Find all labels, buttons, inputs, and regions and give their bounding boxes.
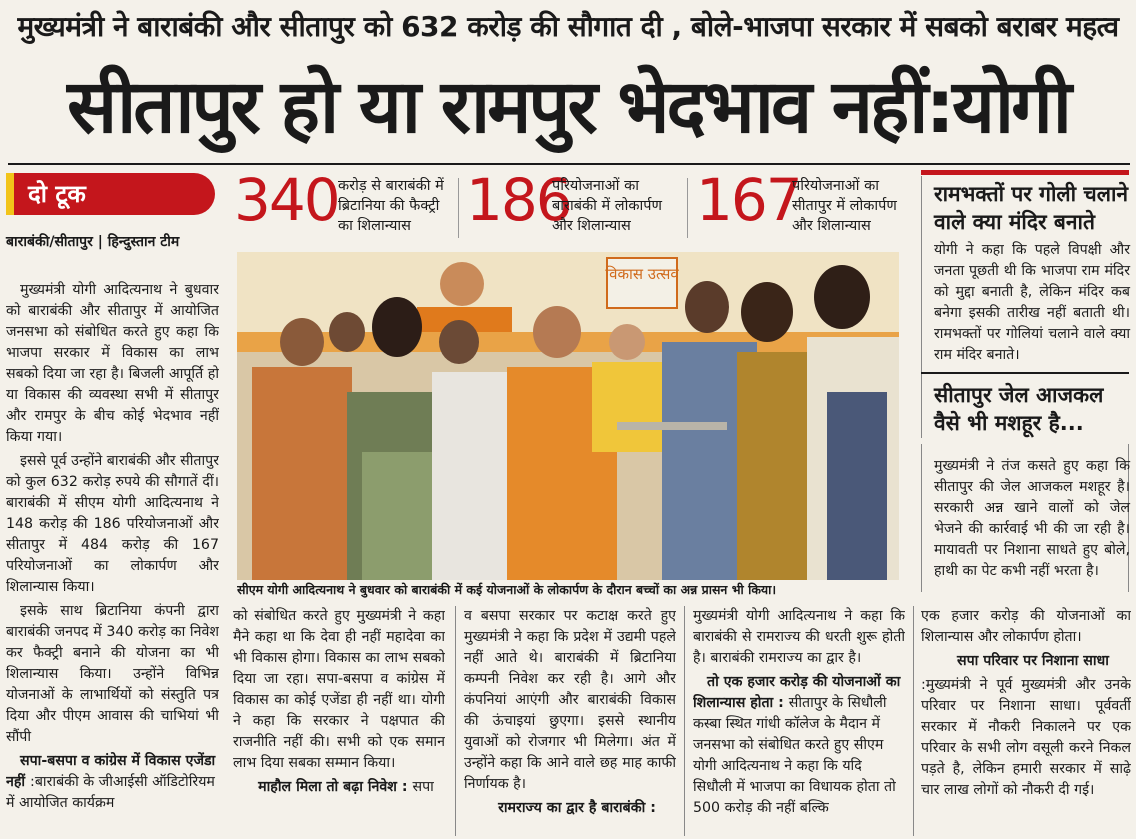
stat-text: परियोजनाओं का बाराबंकी में लोकार्पण और शिलान्यास: [552, 178, 662, 234]
body-text: सपा: [412, 779, 434, 795]
body-paragraph: मुख्यमंत्री योगी आदित्यनाथ ने कहा कि बाराबंकी से रामराज्य की धरती शुरू होती है। बाराबंकी रामराज्य का द्वार है।: [693, 608, 905, 666]
stat-divider: [687, 178, 688, 238]
stat-divider: [458, 178, 459, 238]
subheading: [693, 672, 905, 819]
photo-caption: सीएम योगी आदित्यनाथ ने बुधवार को बाराबंकी में कई योजनाओं के लोकार्पण के दौरान बच्चों का अन्न प्रासन भी किया।: [237, 582, 777, 597]
body-paragraph: व बसपा सरकार पर कटाक्ष करते हुए मुख्यमंत्री ने कहा कि प्रदेश में उद्यमी पहले नहीं आते थे। बाराबंकी में ब्रिटानिया कम्पनी निवेश कर रही है। आगे और कंपनियां आएंगी और बाराबंकी विकास की ऊंचाइयां छुएगा। इससे स्थानीय युवाओं को रोजगार भी मिलेगा। अंत में उन्होंने कहा कि आने वाले छह माह काफी निर्णायक है।: [464, 608, 676, 792]
sidebar-heading: रामभक्तों पर गोली चलाने वाले क्या मंदिर बनाते: [934, 182, 1129, 234]
middle-column-4: [921, 606, 1131, 836]
middle-column-3: [693, 606, 905, 836]
column-rule: [913, 606, 914, 836]
column-rule: [684, 606, 685, 836]
body-text: सीतापुर के सिधौली कस्बा स्थित गांधी कॉलेज के मैदान में जनसभा को संबोधित करते हुए सीएम योगी आदित्यनाथ ने कहा कि यदि सिधौली में भाजपा का विधायक होता तो 500 करोड़ की नहीं बल्कि: [693, 695, 896, 816]
sidebar-accent-bar: [921, 170, 1129, 175]
kicker-headline: मुख्यमंत्री ने बाराबंकी और सीतापुर को 632 करोड़ की सौगात दी , बोले-भाजपा सरकार में सबको बराबर महत्व: [17, 10, 1119, 43]
subheading-text: माहौल मिला तो बढ़ा निवेश :: [258, 779, 408, 795]
sidebar-paragraph: मुख्यमंत्री ने तंज कसते हुए कहा कि सीतापुर की जेल आजकल मशहूर है। सरकारी अन्न खाने वालों को जेल भेजने की कार्रवाई भी की जा रही है। मायावती पर निशाना साधते हुए बोले, हाथी का पेट कभी नहीं भरता है।: [934, 458, 1130, 579]
stat-block: [466, 166, 688, 242]
subheading-text: तो एक हजार करोड़ की योजनाओं का शिलान्यास होता :: [693, 674, 901, 711]
dateline: बाराबंकी/सीतापुर | हिन्दुस्तान टीम: [6, 234, 180, 250]
column-rule: [921, 176, 922, 438]
subheading: [233, 777, 445, 798]
body-paragraph: इसके साथ ब्रिटानिया कंपनी द्वारा बाराबंकी जनपद में 340 करोड़ का निवेश कर फैक्ट्री बनाने की योजना का भी शिलान्यास किया। उन्होंने विभिन्न योजनाओं के लाभार्थियों को संस्तुति पत्र दिया और पीएम आवास की चाभियां भी सौंपी: [6, 603, 219, 745]
middle-column-1: [233, 606, 445, 836]
subheading-text: सपा-बसपा व कांग्रेस में विकास एजेंडा नहीं: [6, 753, 216, 790]
body-paragraph: को संबोधित करते हुए मुख्यमंत्री ने कहा मैने कहा था कि देवा ही नहीं महादेवा का भी विकास होगा। विकास का लाभ सबको दिया जा रहा। सपा-बसपा व कांग्रेस में विकास का कोई एजेंडा ही नहीं था। योगी ने कहा कि सरकार ने पक्षपात की राजनीति नहीं की। सभी को एक समान लाभ दिया सबका सम्मान किया।: [233, 608, 445, 771]
sidebar-heading: सीतापुर जेल आजकल वैसे भी मशहूर है...: [934, 383, 1104, 435]
headline-divider: [8, 163, 1130, 165]
body-paragraph: :मुख्यमंत्री ने पूर्व मुख्यमंत्री और उनके परिवार पर निशाना साधा। पूर्ववर्ती सरकार में नौकरी निकालने पर एक परिवार के सभी लोग वसूली करने निकल पड़ते है, लेकिन हमारी सरकार में साढ़े चार लाख लोगों को नौकरी दी गई।: [921, 677, 1131, 798]
stat-block: [234, 166, 459, 242]
body-paragraph: इससे पूर्व उन्होंने बाराबंकी और सीतापुर को कुल 632 करोड़ रुपये की सौगातें दीं। बाराबंकी में सीएम योगी आदित्यनाथ ने 148 करोड़ की 186 परियोजनाओं और सीतापुर में 484 करोड़ की 167 परियोजनाओं का लोकार्पण और शिलान्यास किया।: [6, 453, 219, 595]
tag-accent-bar: [6, 173, 14, 215]
middle-column-2: [464, 606, 676, 836]
subheading: रामराज्य का द्वार है बाराबंकी :: [498, 800, 656, 816]
stat-block: [696, 166, 906, 242]
body-paragraph: एक हजार करोड़ की योजनाओं का शिलान्यास और लोकार्पण होता।: [921, 608, 1131, 645]
subheading: [6, 751, 219, 814]
sidebar-paragraph: योगी ने कहा कि पहले विपक्षी और जनता पूछती थी कि भाजपा राम मंदिर को मुद्दा बनाती है, लेकिन मंदिर कब बनेगा इसकी तारीख नहीं बताती थी। रामभक्तों पर गोलियां चलाने वाले क्या राम मंदिर बनाते।: [934, 242, 1130, 363]
stat-text: करोड़ से बाराबंकी में ब्रिटानिया की फैक्ट्री का शिलान्यास: [338, 178, 444, 234]
body-paragraph: मुख्यमंत्री योगी आदित्यनाथ ने बुधवार को बाराबंकी और सीतापुर में आयोजित जनसभा को संबोधित करते हुए कहा कि भाजपा सरकार में विकास का लाभ सबको दिया जा रहा है। बिजली आपूर्ति हो या विकास की व्यवस्था सभी में सीतापुर और रामपुर के बीच कोई भेदभाव नहीं किया गया।: [6, 282, 219, 445]
banner-text: विकास उत्सव: [605, 265, 679, 283]
do-took-tag: दो टूक: [6, 173, 215, 215]
stat-text: परियोजनाओं का सीतापुर में लोकार्पण और शिलान्यास: [792, 178, 897, 234]
subheading: सपा परिवार पर निशाना साधा: [957, 653, 1109, 669]
stat-number: 340: [234, 166, 339, 234]
news-photo: [237, 252, 899, 580]
column-rule: [455, 606, 456, 836]
sidebar-divider: [921, 372, 1129, 374]
body-text: :बाराबंकी के जीआईसी ऑडिटोरियम में आयोजित कार्यक्रम: [6, 774, 215, 811]
stat-number: 167: [696, 166, 801, 234]
photo-illustration: [237, 252, 899, 580]
left-column: [6, 280, 219, 835]
main-headline: सीतापुर हो या रामपुर भेदभाव नहीं:योगी: [67, 64, 1069, 150]
stat-number: 186: [466, 166, 571, 234]
